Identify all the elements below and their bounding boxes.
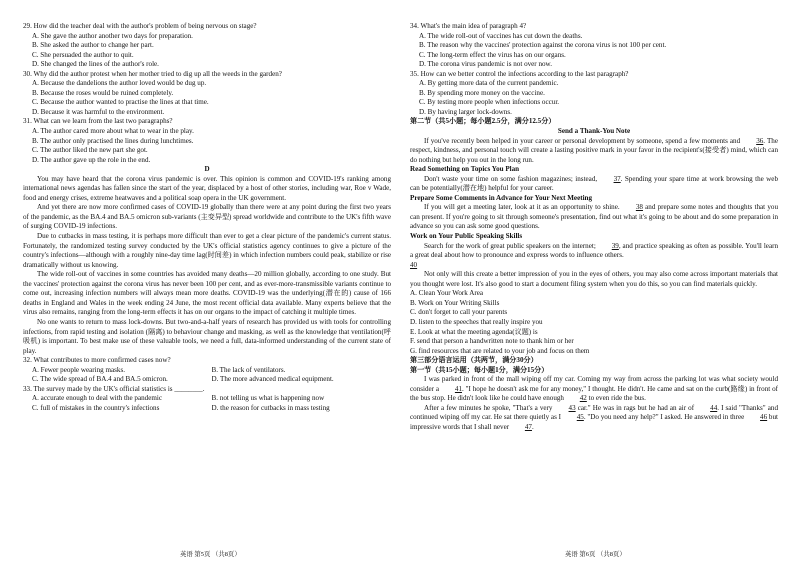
question-33-options-row-1	[23, 394, 391, 404]
question-31-stem: 31. What can we learn from the last two paragraphs?	[23, 117, 173, 126]
question-29-option-b: B. She asked the author to change her part.	[32, 41, 154, 50]
text-span: If you've recently been helped in your career or personal development by someone, spend a few moments and	[424, 136, 743, 145]
question-33-option-c: C. full of mistakes in the country's infections	[32, 403, 160, 412]
question-33-option-a: A. accurate enough to deal with the pandemic	[32, 394, 163, 403]
text-span: Don't waste your time on some fashion magazines; instead,	[424, 174, 600, 183]
blank-39: 39	[611, 241, 619, 250]
passage-heading-speaking: Work on Your Public Speaking Skills	[410, 232, 523, 241]
text-span: and prepare some notes and thoughts that you can present. If you're going to sit through someone's presentation, find out what it's going to be about and do some preparation in advance so you can ask some good questions.	[410, 203, 778, 231]
question-32-option-b: B. The lack of ventilators.	[211, 365, 286, 374]
choice-b: B. Work on Your Writing Skills	[410, 298, 500, 307]
text-span: car." He was in rags but he had an air of	[575, 403, 697, 412]
question-32-options-row-2	[23, 375, 391, 385]
text-span: . I said "Thanks" and continued wiping off my car. He sat there quietly as I	[410, 403, 778, 422]
blank-36: 36	[756, 136, 764, 145]
text-span: I was parked in front of the mall wiping off my car. Coming my way from across the parking lot was what society would consider a	[410, 375, 778, 393]
text-span: .	[531, 422, 534, 431]
question-30-option-c: C. Because the author wanted to practise the lines at that time.	[32, 98, 209, 107]
section-d-heading: D	[204, 165, 210, 174]
part-3-section-1-heading: 第一节（共15小题；每小题1分，满分15分）	[410, 365, 549, 374]
choice-c: C. don't forget to call your parents	[410, 308, 508, 317]
text-span: . Spending your spare time at work browsing the web can be potentially(潜在地) helpful for your career.	[410, 174, 778, 193]
question-31-option-b: B. The author only practised the lines during lunchtimes.	[32, 136, 194, 145]
question-31-option-a: A. The author cared more about what to wear in the play.	[32, 127, 194, 136]
choice-f: F. send that person a handwritten note to thank him or her	[410, 337, 574, 346]
question-34-option-b: B. The reason why the vaccines' protection against the corona virus is not 100 per cent.	[419, 41, 667, 50]
text-span: . "I hope he doesn't ask me for any money," I thought. He didn't. He came and sat on the curb(路缘) in front of the bus stop. He didn't look like he could have enough	[410, 384, 778, 403]
question-29-option-c: C. She persuaded the author to quit.	[32, 50, 134, 59]
question-32-stem: 32. What contributes to more confirmed cases now?	[23, 356, 171, 365]
blank-41: 41	[454, 384, 462, 393]
question-29-stem: 29. How did the teacher deal with the author's problem of being nervous on stage?	[23, 22, 257, 30]
cloze-paragraph-1	[410, 375, 778, 404]
choice-e: E. Look at what the meeting agenda(议题) is	[410, 327, 538, 336]
page-footer-right: 英语 第6页 （共8页）	[565, 551, 626, 558]
question-34-option-c: C. The long-term effect the virus has on our organs.	[419, 50, 566, 59]
page-footer-left: 英语 第5页 （共8页）	[180, 551, 241, 558]
passage-paragraph-4	[410, 242, 778, 261]
part-3-heading: 第三部分语言运用（共两节，满分30分）	[410, 356, 538, 365]
right-column	[410, 22, 778, 433]
passage-paragraph-1	[410, 137, 778, 166]
question-32-option-c: C. The wide spread of BA.4 and BA.5 omicron.	[32, 375, 168, 384]
question-35-stem: 35. How can we better control the infections according to the last paragraph?	[410, 69, 629, 78]
question-32-option-a: A. Fewer people wearing masks.	[32, 365, 125, 374]
question-29-option-a: A. She gave the author another two days for preparation.	[32, 31, 193, 40]
blank-47: 47	[524, 422, 532, 431]
choice-d: D. listen to the speeches that really inspire you	[410, 317, 543, 326]
choice-g: G. find resources that are related to your job and focus on them	[410, 346, 590, 355]
passage-title: Send a Thank-You Note	[557, 127, 631, 136]
question-33-option-b: B. not telling us what is happening now	[211, 394, 325, 403]
choice-a: A. Clean Your Work Area	[410, 289, 483, 298]
passage-heading-prepare: Prepare Some Comments in Advance for Your Next Meeting	[410, 193, 593, 202]
left-column	[23, 22, 391, 413]
passage-d-paragraph-3: Due to cutbacks in mass testing, it is perhaps more difficult than ever to get a clear picture of the pandemic's current status. Fortunately, the randomized testing survey conducted by the UK's official statistics agency continues to give a picture of the country's infections—although with a roughly nine-day time lag(时间差) in which infection numbers could peak, stabilize or rise dramatically without us knowing.	[23, 232, 391, 269]
question-34-option-a: A. The wide roll-out of vaccines has cut down the deaths.	[419, 31, 583, 40]
question-35-option-d: D. By having larger lock-downs.	[419, 107, 512, 116]
question-30-stem: 30. Why did the author protest when her mother tried to dig up all the weeds in the garden?	[23, 69, 282, 78]
text-span: Search for the work of great public speakers on the internet;	[424, 241, 598, 250]
blank-43: 43	[568, 403, 576, 412]
passage-paragraph-5: Not only will this create a better impression of you in the eyes of others, you may also come across important materials that you thought were lost. It's also good to start a document filing system when you do this, so you can find materials quickly.	[410, 270, 778, 288]
text-span: If you will get a meeting later, look at it as an opportunity to shine.	[424, 203, 622, 212]
text-span: . The respect, kindness, and personal touch will create a lasting positive mark in your favor in the recipient's(接受者) mind, which can do nothing but help you out in the long run.	[410, 136, 778, 164]
passage-d-paragraph-1: You may have heard that the corona virus pandemic is over. This opinion is common and COVID-19's ranking among international news agendas has fallen since the start of the year, displaced by a host of other stories, including war, Roe v Wade, food and energy crises, extreme heatwaves and a political soap opera in the UK government.	[23, 174, 391, 202]
question-29-option-d: D. She changed the lines of the author's role.	[32, 60, 159, 69]
question-30-option-d: D. Because it was harmful to the environment.	[32, 107, 165, 116]
question-31-option-c: C. The author liked the new part she got.	[32, 146, 148, 155]
question-33-options-row-2	[23, 404, 391, 414]
passage-paragraph-2	[410, 175, 778, 194]
question-32-option-d: D. The more advanced medical equipment.	[211, 375, 334, 384]
cloze-paragraph-2	[410, 404, 778, 433]
question-33-option-d: D. the reason for cutbacks in mass testing	[211, 403, 330, 412]
text-span: , and practice speaking as often as possible. You'll learn a great deal about how to pronounce and express words to influence others.	[410, 241, 778, 260]
section-2-heading: 第二节（共5小题；每小题2.5分，满分12.5分）	[410, 117, 556, 126]
passage-d-paragraph-4: The wide roll-out of vaccines in some countries has avoided many deaths—20 million globally, according to one study. But the vaccines' protection against the corona virus has never been 100 per cent, and as ever-more-transmissible variants continue to come out, increasing infection numbers will always mean more deaths. COVID-19 was the underlying(潜在的) cause of 166 deaths in England and Wales in the week ending 24 June, the most recent official data available. Many experts believe that the virus also remains, ranging from the long-term effects it has on our organs to the impact of catching it multiple times.	[23, 270, 391, 317]
question-31-option-d: D. The author gave up the role in the end.	[32, 155, 151, 164]
text-span: but impressive words that I shall never	[410, 413, 778, 431]
question-35-option-c: C. By testing more people when infections occur.	[419, 98, 560, 107]
text-span: . "Do you need any help?" I asked. He answered in three	[583, 413, 747, 422]
passage-heading-read: Read Something on Topics You Plan	[410, 165, 520, 174]
question-35-option-b: B. By spending more money on the vaccine.	[419, 88, 545, 97]
passage-d-paragraph-2: And yet there are now more confirmed cases of COVID-19 globally than there were at any point during the first two years of the pandemic, as the BA.4 and BA.5 omicron sub-variants (主变异型) spread worldwide and contribute to the UK's fifth wave of surging COVID-19 infections.	[23, 203, 391, 231]
question-30-option-b: B. Because the roses would be ruined completely.	[32, 88, 174, 97]
blank-46: 46	[760, 413, 768, 422]
question-30-option-a: A. Because the dandelions the author loved would be dug up.	[32, 79, 207, 88]
passage-paragraph-3	[410, 203, 778, 232]
text-span: to even ride the bus.	[586, 394, 646, 403]
question-35-option-a: A. By getting more data of the current pandemic.	[419, 79, 559, 88]
blank-42: 42	[579, 394, 587, 403]
question-34-option-d: D. The corona virus pandemic is not over now.	[419, 60, 552, 69]
blank-45: 45	[576, 413, 584, 422]
blank-40-line	[410, 261, 778, 271]
question-34-stem: 34. What's the main idea of paragraph 4?	[410, 22, 527, 30]
blank-40: 40	[410, 260, 418, 269]
blank-38: 38	[635, 203, 643, 212]
blank-44: 44	[710, 403, 718, 412]
blank-37: 37	[613, 174, 621, 183]
text-span: After a few minutes he spoke, "That's a very	[424, 403, 555, 412]
passage-d-paragraph-5: No one wants to return to mass lock-downs. But two-and-a-half years of research has provided us with tools for controlling infections, from rapid testing and isolation (隔离) to behaviour change and masking, as well as the knowledge that ventilation(呼吸机) is important. To best make use of these valuable tools, we need a full, data-informed understanding of the current state of play.	[23, 317, 391, 355]
question-33-stem: 33. The survey made by the UK's official statistics is ________.	[23, 384, 205, 393]
question-32-options-row-1	[23, 366, 391, 376]
